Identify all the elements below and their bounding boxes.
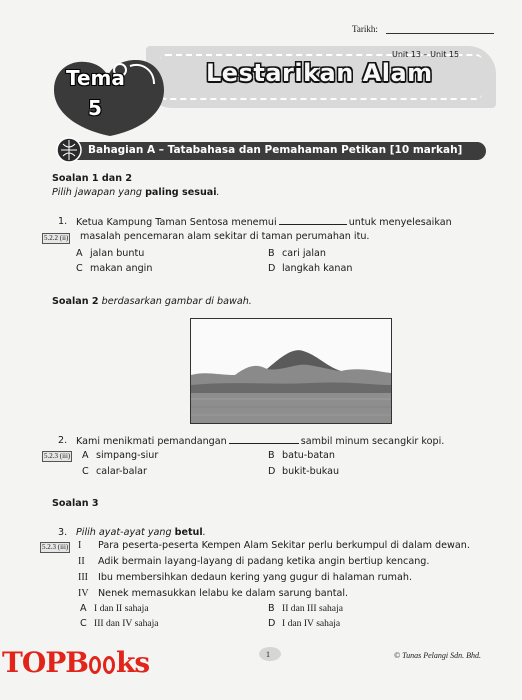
option-1b[interactable]: B cari jalan bbox=[268, 248, 326, 259]
group-heading-1-2: Soalan 1 dan 2 bbox=[52, 173, 133, 184]
theme-number: 5 bbox=[88, 96, 102, 120]
question-2-number: 2. bbox=[58, 435, 68, 446]
page-number: 1 bbox=[266, 650, 270, 659]
option-3c[interactable]: C III dan IV sahaja bbox=[80, 618, 159, 629]
option-2a[interactable]: A simpang-siur bbox=[82, 450, 159, 461]
question-2-intro: Soalan 2 berdasarkan gambar di bawah. bbox=[52, 296, 252, 307]
question-3-instruction: Pilih ayat-ayat yang betul. bbox=[76, 527, 206, 538]
answer-blank bbox=[279, 216, 347, 225]
group-heading-3: Soalan 3 bbox=[52, 498, 99, 509]
section-title: Bahagian A – Tatabahasa dan Pemahaman Petikan [10 markah] bbox=[88, 144, 463, 156]
skill-code: 5.2.2 (ii) bbox=[44, 234, 69, 242]
skill-code: 5.2.3 (iii) bbox=[44, 452, 71, 460]
copyright: © Tunas Pelangi Sdn. Bhd. bbox=[394, 651, 481, 660]
statement-i: Para peserta-peserta Kempen Alam Sekitar perlu berkumpul di dalam dewan. bbox=[98, 540, 470, 551]
date-line bbox=[386, 33, 494, 34]
statement-roman: IV bbox=[78, 588, 89, 599]
statement-iii: Ibu membersihkan dedaun kering yang gugur di halaman rumah. bbox=[98, 572, 412, 583]
statement-iv: Nenek memasukkan lelabu ke dalam sarung bantal. bbox=[98, 588, 349, 599]
page-flower-icon bbox=[258, 646, 282, 662]
landscape-image bbox=[190, 318, 392, 424]
skill-code: 5.2.3 (iii) bbox=[42, 543, 69, 551]
instruction: Pilih jawapan yang paling sesuai. bbox=[52, 187, 220, 198]
answer-blank bbox=[229, 435, 299, 444]
globe-icon bbox=[56, 137, 82, 163]
option-3b[interactable]: B II dan III sahaja bbox=[268, 603, 343, 614]
option-1a[interactable]: A jalan buntu bbox=[76, 248, 145, 259]
unit-range: Unit 13 – Unit 15 bbox=[392, 50, 460, 59]
question-1-text-cont: masalah pencemaran alam sekitar di taman perumahan itu. bbox=[80, 231, 370, 242]
question-1-number: 1. bbox=[58, 216, 68, 227]
statement-roman: III bbox=[78, 572, 88, 583]
question-2-text: Kami menikmati pemandangan sambil minum secangkir kopi. bbox=[76, 436, 445, 447]
statement-roman: I bbox=[78, 540, 82, 551]
option-3d[interactable]: D I dan IV sahaja bbox=[268, 618, 341, 629]
option-1c[interactable]: C makan angin bbox=[76, 263, 153, 274]
topbooks-logo: TOPB ks bbox=[2, 646, 150, 679]
option-2c[interactable]: C calar-balar bbox=[82, 466, 147, 477]
option-2d[interactable]: D bukit-bukau bbox=[268, 466, 340, 477]
statement-ii: Adik bermain layang-layang di padang ketika angin bertiup kencang. bbox=[98, 556, 430, 567]
statement-roman: II bbox=[78, 556, 85, 567]
date-label: Tarikh: bbox=[352, 24, 378, 34]
question-1-text: Ketua Kampung Taman Sentosa menemui untuk menyelesaikan bbox=[76, 217, 452, 228]
option-2b[interactable]: B batu-batan bbox=[268, 450, 335, 461]
page-title: Lestarikan Alam bbox=[206, 59, 433, 87]
option-1d[interactable]: D langkah kanan bbox=[268, 263, 353, 274]
question-3-number: 3. bbox=[58, 527, 68, 538]
option-3a[interactable]: A I dan II sahaja bbox=[80, 603, 149, 614]
theme-word: Tema bbox=[66, 66, 125, 90]
